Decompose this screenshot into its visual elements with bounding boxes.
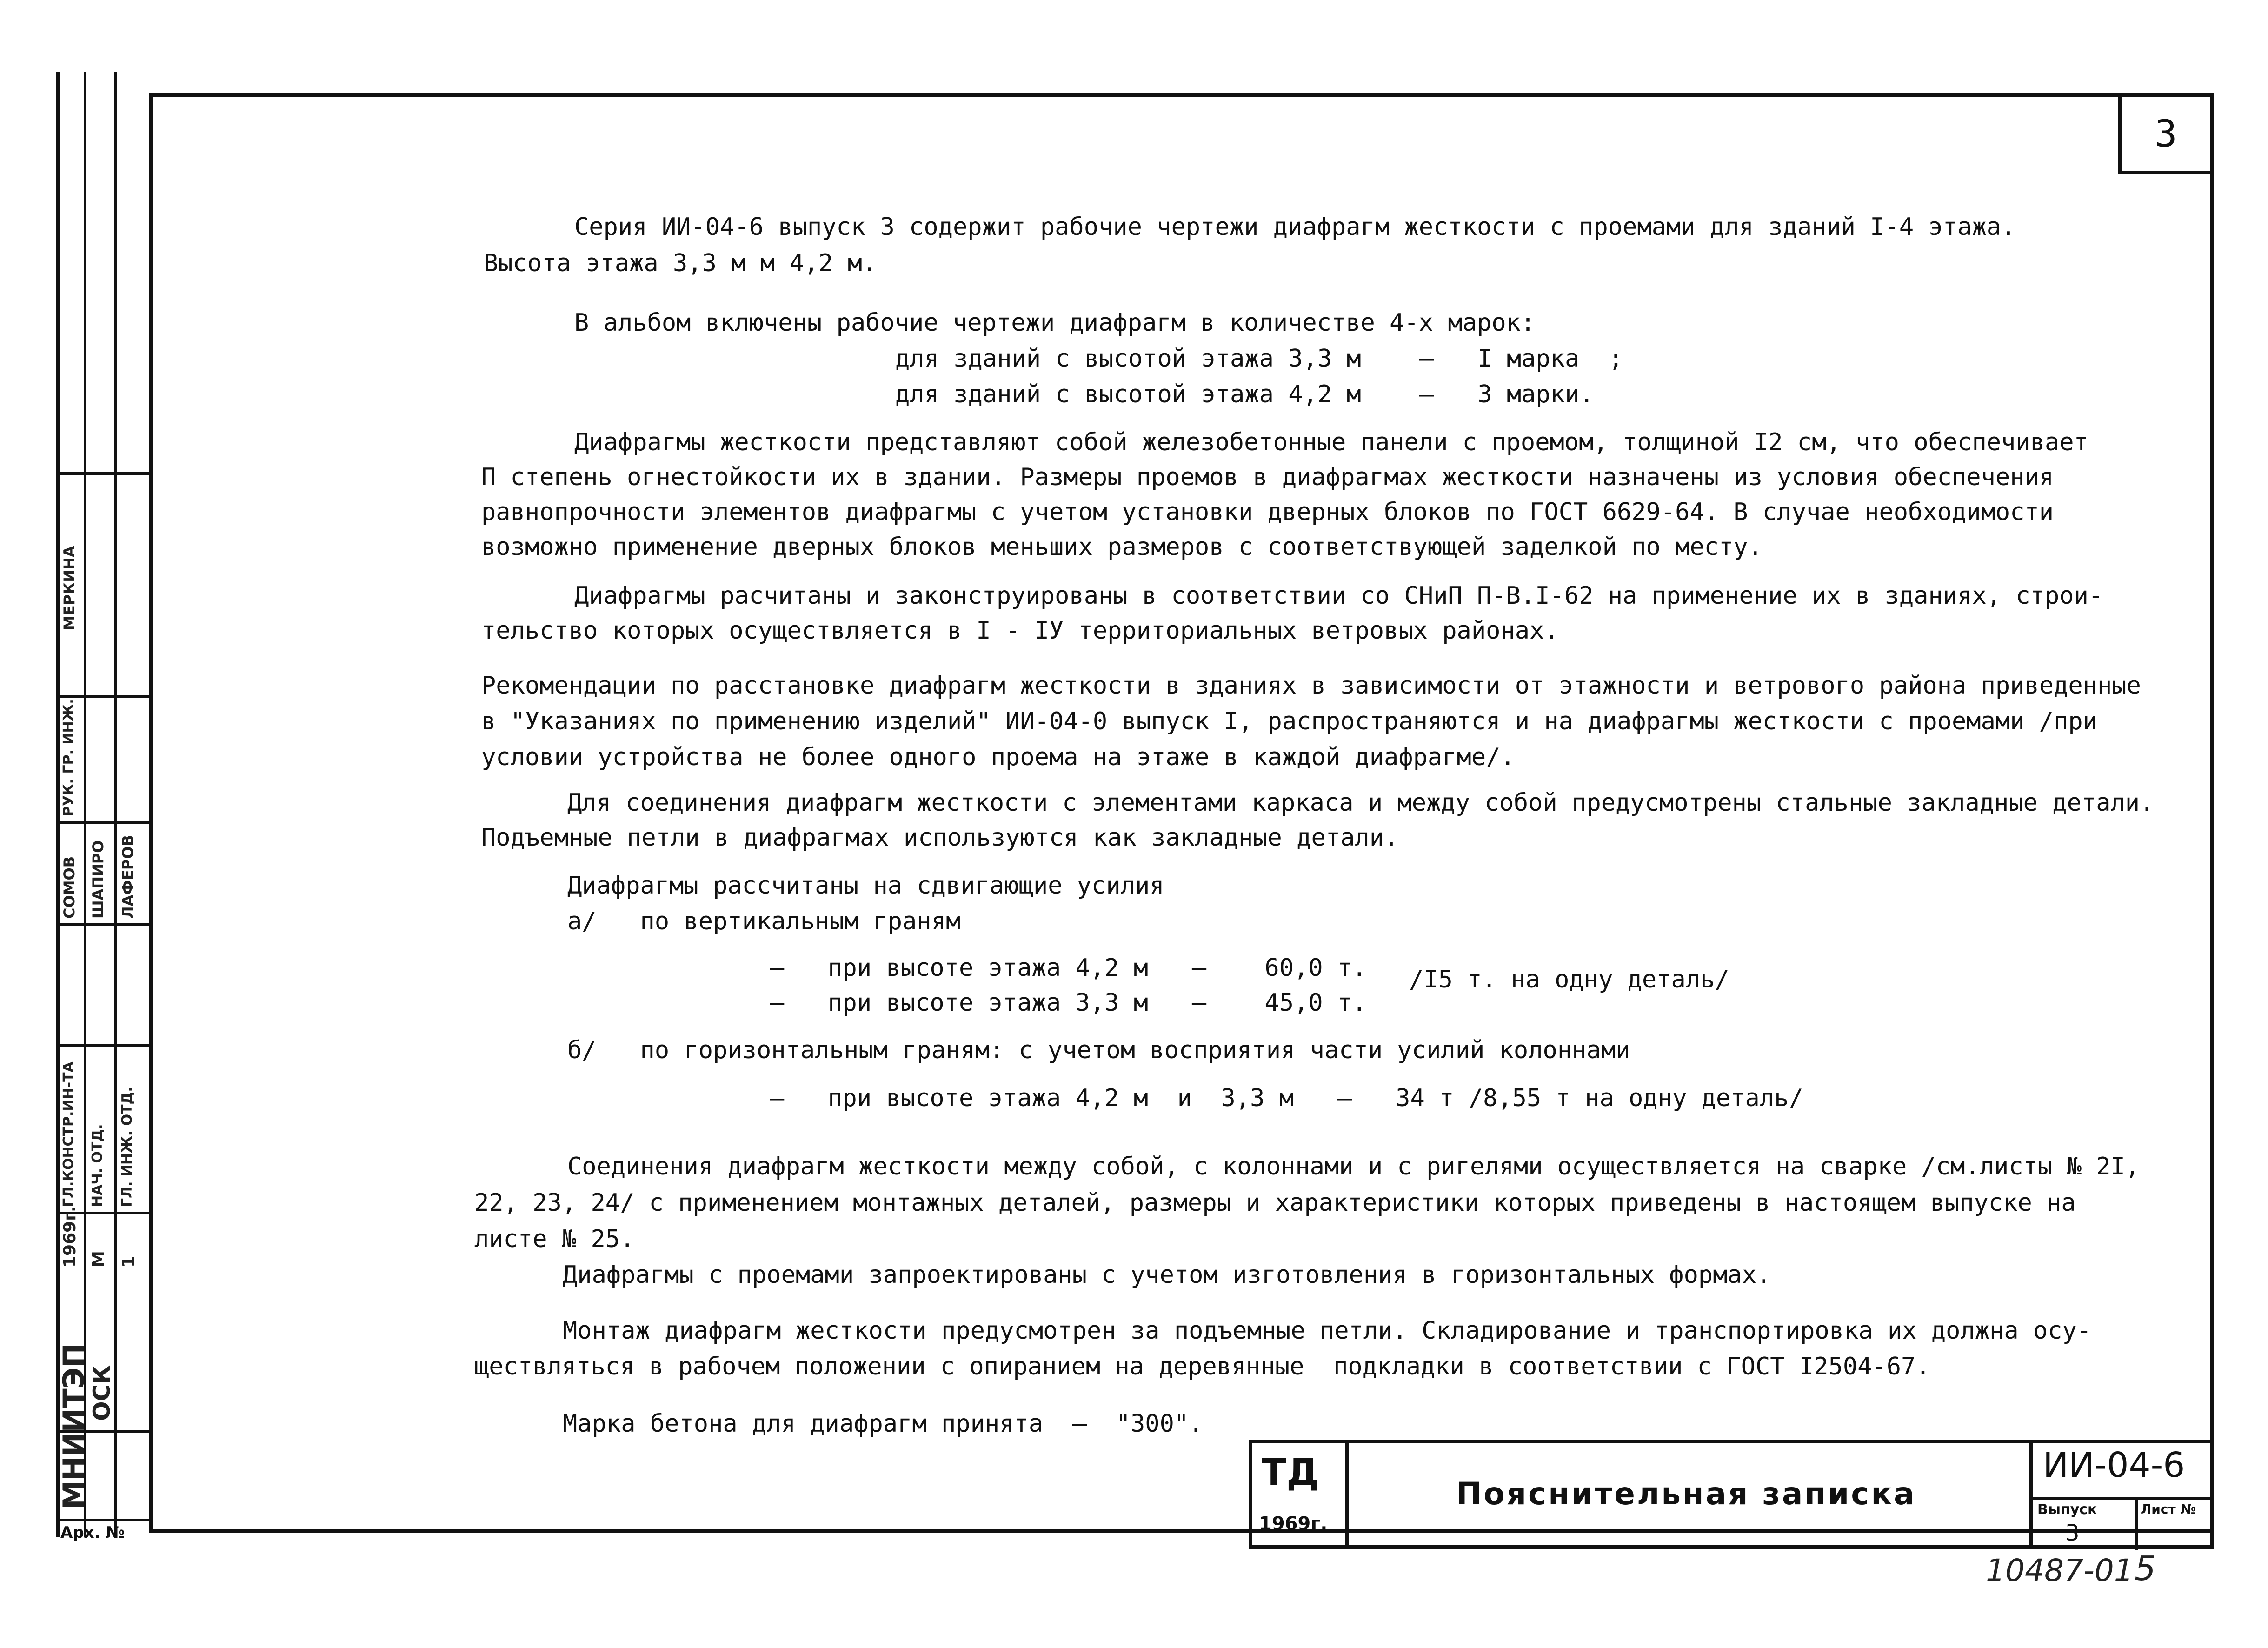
issue-label: Выпуск (2037, 1501, 2097, 1518)
cell-divider (2135, 1497, 2138, 1550)
strip-line (56, 1044, 149, 1047)
paragraph-line: в "Указаниях по применению изделий" ИИ-04-0 выпуск I, распространяются и на диафрагмы жесткости с проемами /при (481, 707, 2098, 735)
title-block-org-cell (1249, 1440, 1349, 1549)
role-group-lead: РУК. ГР. ИНЖ. (60, 699, 77, 816)
paragraph-line: Для соединения диафрагм жесткости с элементами каркаса и между собой предусмотрены стальные закладные детали. (567, 789, 2155, 817)
strip-line (84, 72, 86, 1537)
paragraph-line: П степень огнестойкости их в здании. Размеры проемов в диафрагмах жесткости назначены из условия обеспечения (481, 463, 2054, 491)
paragraph-line: Соединения диафрагм жесткости между собой, с колоннами и с ригелями осуществляется на сварке /см.листы № 2I, (567, 1153, 2140, 1181)
role-chief-designer: ГЛ.КОНСТР.ИН-ТА (60, 1061, 77, 1207)
paragraph-line: возможно применение дверных блоков меньших размеров с соответствующей заделкой по месту. (481, 533, 1763, 561)
paragraph-line: Диафрагмы расчитаны и законструированы в соответствии со СНиП П-В.I-62 на применение их в зданиях, строи- (574, 582, 2103, 610)
footer-sheet-number: 5 (2135, 1549, 2156, 1588)
issue-value: 3 (2065, 1520, 2080, 1546)
paragraph-line: условии устройства не более одного проема на этаже в каждой диафрагме/. (481, 743, 1515, 771)
paragraph-line: Монтаж диафрагм жесткости предусмотрен за подъемные петли. Складирование и транспортировка их должна осу- (563, 1317, 2092, 1345)
title-block-series-cell (2029, 1440, 2214, 1549)
paragraph-line: ществляться в рабочем положении с опиранием на деревянные подкладки в соответствии с ГОСТ I2504-67. (474, 1353, 1930, 1381)
paragraph-line: Диафрагмы рассчитаны на сдвигающие усилия (567, 872, 1164, 900)
paragraph-line: Подъемные петли в диафрагмах используются как закладные детали. (481, 824, 1399, 852)
stamp-sheet: 1 (119, 1255, 138, 1268)
name-shapiro: ШАПИРО (89, 840, 107, 919)
strip-line (56, 923, 149, 926)
page-number: 3 (2118, 93, 2214, 174)
paragraph-line: – при высоте этажа 4,2 м – 60,0 т. (770, 954, 1367, 982)
strip-line (56, 472, 149, 475)
strip-line (56, 1519, 149, 1521)
name-laferov: ЛАФЕРОВ (119, 835, 137, 919)
sheet-label: Лист № (2141, 1501, 2196, 1517)
paragraph-line: Серия ИИ-04-6 выпуск 3 содержит рабочие чертежи диафрагм жесткости с проемами для зданий I-4 этажа. (574, 213, 2016, 241)
paragraph-line: – при высоте этажа 4,2 м и 3,3 м – 34 т /8,55 т на одну деталь/ (770, 1084, 1803, 1112)
strip-line (114, 72, 117, 1537)
paragraph-line: равнопрочности элементов диафрагмы с учетом установки дверных блоков по ГОСТ 6629-64. В случае необходимости (481, 498, 2054, 526)
strip-line (56, 821, 149, 824)
paragraph-line: В альбом включены рабочие чертежи диафрагм в количестве 4-х марок: (574, 309, 1536, 337)
paragraph-line: – при высоте этажа 3,3 м – 45,0 т. (770, 989, 1367, 1017)
paragraph-line: листе № 25. (474, 1225, 635, 1253)
org-name: МНИИТЭП (57, 1343, 91, 1509)
paragraph-line: б/ по горизонтальным граням: с учетом восприятия части усилий колоннами (567, 1036, 1630, 1064)
cell-divider (2033, 1497, 2214, 1500)
strip-line (56, 695, 149, 698)
paragraph-line: 22, 23, 24/ с применением монтажных деталей, размеры и характеристики которых приведены в настоящем выпуске на (474, 1189, 2076, 1217)
name-somov: СОМОВ (60, 856, 78, 919)
paragraph-line: Диафрагмы с проемами запроектированы с учетом изготовления в горизонтальных формах. (563, 1261, 1771, 1289)
series-code: ИИ-04-6 (2043, 1445, 2185, 1485)
paragraph-line: /I5 т. на одну деталь/ (1409, 966, 1729, 994)
paragraph-line: тельство которых осуществляется в I - IУ территориальных ветровых районах. (481, 617, 1559, 645)
left-stamp (56, 72, 153, 1542)
inventory-number: 10487-01 (1986, 1553, 2134, 1588)
paragraph-line: для зданий с высотой этажа 3,3 м – I марка ; (895, 345, 1623, 373)
org-code: ТД (1262, 1452, 1319, 1494)
title-block-year: 1969г. (1259, 1513, 1328, 1535)
paragraph-line: Марка бетона для диафрагм принята – "300". (563, 1410, 1204, 1438)
paragraph-line: а/ по вертикальным граням (567, 907, 961, 935)
arch-number-label: Арх. № (60, 1523, 125, 1542)
title-block-title-cell (1345, 1440, 2032, 1549)
stamp-year: 1969г. (60, 1206, 80, 1268)
paragraph-line: для зданий с высотой этажа 4,2 м – 3 марки. (895, 380, 1594, 408)
dept-name: ОСК (88, 1365, 115, 1421)
role-dept-head: НАЧ. ОТД. (89, 1124, 106, 1207)
paragraph-line: Высота этажа 3,3 м м 4,2 м. (484, 249, 877, 277)
stamp-scale: М (89, 1251, 108, 1268)
paragraph-line: Рекомендации по расстановке диафрагм жесткости в зданиях в зависимости от этажности и ветрового района приведенные (481, 672, 2141, 700)
name-merkina: МЕРКИНА (60, 546, 78, 630)
document-title: Пояснительная записка (1456, 1476, 1916, 1512)
paragraph-line: Диафрагмы жесткости представляют собой железобетонные панели с проемом, толщиной I2 см, что обеспечивает (574, 428, 2088, 456)
strip-line (56, 72, 60, 1537)
role-chief-engineer: ГЛ. ИНЖ. ОТД. (119, 1087, 135, 1207)
